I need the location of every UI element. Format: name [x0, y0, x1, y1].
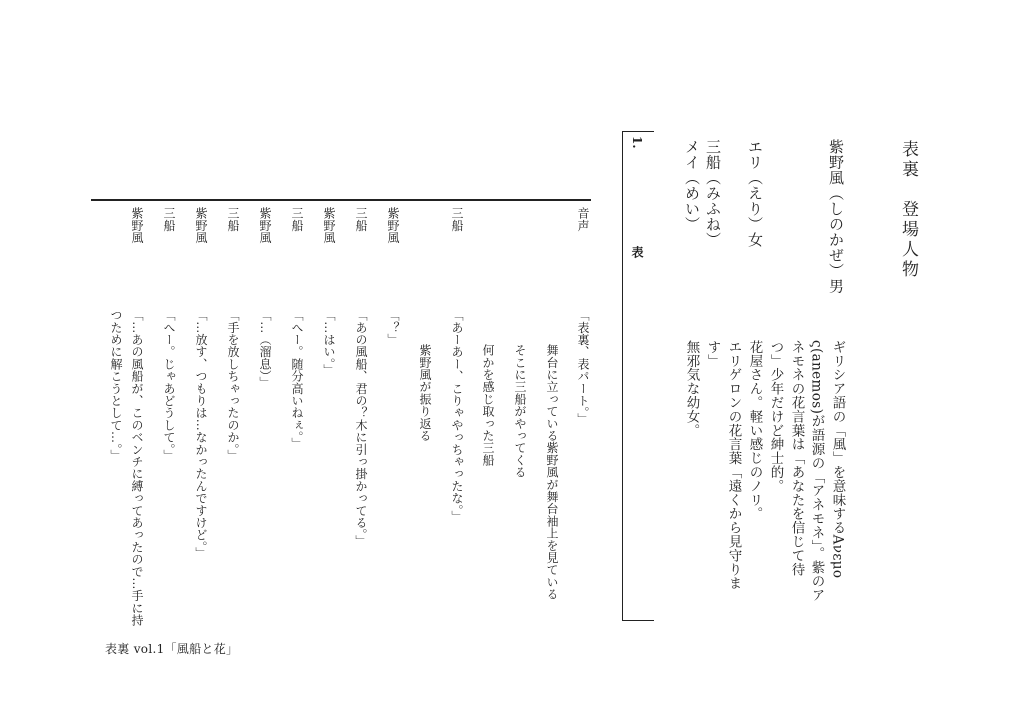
- stage-direction: 舞台に立っている紫野風が舞台袖上を見ている: [545, 344, 559, 601]
- character-desc-line: ς(anemos)が語源の「アネモネ」。紫のア: [808, 340, 825, 603]
- dialogue-line: 「へー。じゃあどうして。」: [162, 309, 176, 462]
- speaker-label: 三船: [354, 207, 368, 232]
- speaker-label: 音声: [576, 207, 590, 232]
- character-desc-line: エリゲロンの花言葉「遠くから見守りま: [725, 340, 742, 591]
- character-name: エリ（えり）女: [746, 139, 764, 248]
- stage-direction: 何かを感じ取った三船: [481, 344, 495, 466]
- dialogue-line: 「へー。随分高いねぇ。」: [290, 309, 304, 450]
- dialogue-line: 「…（溜息）」: [258, 309, 272, 389]
- divider-line: [91, 199, 591, 201]
- dialogue-line: つために解こうとして…。」: [109, 309, 123, 462]
- scene-title: 表: [630, 246, 644, 258]
- speaker-label: 三船: [226, 207, 240, 232]
- dialogue-line: 「手を放しちゃったのか。」: [226, 309, 240, 462]
- page-title: 表裏 登場人物: [898, 140, 918, 280]
- dialogue-line: 「表裏、表パート。」: [576, 309, 590, 425]
- dialogue-line: 「あーあー、こりゃやっちゃったな。」: [450, 309, 464, 523]
- speaker-label: 三船: [450, 207, 464, 232]
- dialogue-line: 「…あの風船が、このベンチに縛ってあったので…手に持: [130, 309, 144, 627]
- character-desc-line: 無邪気な幼女。: [683, 340, 700, 438]
- character-name: メイ（めい）: [683, 139, 701, 232]
- speaker-label: 紫野風: [386, 207, 400, 244]
- dialogue-line: 「…放す、つもりは…なかったんですけど。」: [194, 309, 208, 560]
- scene-frame: [622, 131, 654, 621]
- dialogue-line: 「…はい。」: [322, 309, 336, 377]
- character-desc-line: 花屋さん。軽い感じのノリ。: [746, 340, 763, 521]
- speaker-label: 三船: [162, 207, 176, 232]
- character-desc-line: ネモネの花言葉は「あなたを信じて待: [788, 340, 805, 577]
- character-desc-line: す」: [704, 340, 721, 368]
- speaker-label: 紫野風: [130, 207, 144, 244]
- speaker-label: 紫野風: [194, 207, 208, 244]
- speaker-label: 紫野風: [322, 207, 336, 244]
- speaker-label: 紫野風: [258, 207, 272, 244]
- footer-title: 表裏 vol.1「風船と花」: [105, 642, 239, 656]
- stage-direction: そこに三船がやってくる: [513, 344, 527, 479]
- character-name: 紫野風（しのかぜ）男: [827, 139, 845, 294]
- stage-direction: 紫野風が振り返る: [418, 344, 432, 442]
- character-desc-line: つ」少年だけど紳士的。: [767, 340, 784, 493]
- character-name: 三船（みふね）: [704, 139, 722, 248]
- character-desc-line: ギリシア語の「風」を意味するΑνεμο: [829, 340, 846, 579]
- speaker-label: 三船: [290, 207, 304, 232]
- dialogue-line: 「？」: [386, 309, 400, 346]
- dialogue-line: 「あの風船、君の？木に引っ掛かってる。」: [354, 309, 368, 547]
- scene-number: 1.: [630, 136, 644, 149]
